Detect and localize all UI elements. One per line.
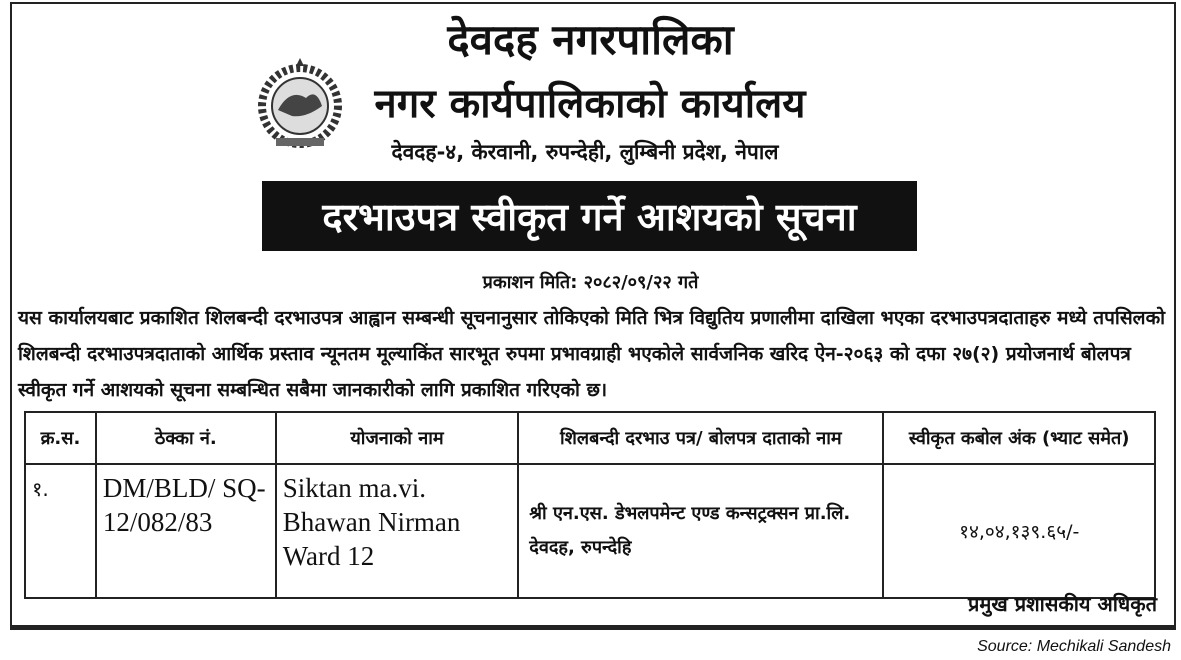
table-row	[25, 464, 1155, 598]
table-header-row	[25, 412, 1155, 464]
notice-title-banner	[262, 181, 917, 251]
cell-sn: १.	[25, 464, 96, 598]
signatory: प्रमुख प्रशासकीय अधिकृत	[968, 592, 1157, 616]
col-header-contract-no: ठेक्का नं.	[96, 412, 276, 464]
notice-body: यस कार्यालयबाट प्रकाशित शिलबन्दी दरभाउपत्र आह्वान सम्बन्धी सूचनानुसार तोकिएको मिति भित्र विद्युतिय प्रणालीमा दाखिला भएका दरभाउपत्रदाताहरु मध्ये तपसिलको शिलबन्दी दरभाउपत्रदाताको आर्थिक प्रस्ताव न्यूनतम मूल्याकिंत सारभूत रुपमा प्रभावग्राही भएकोले सार्वजनिक खरिद ऐन-२०६३ को दफा २७(२) प्रयोजनार्थ बोलपत्र स्वीकृत गर्ने आशयको सूचना सम्बन्धित सबैमा जानकारीको लागि प्रकाशित गरिएको छ।	[18, 307, 1166, 401]
col-header-project: योजनाको नाम	[276, 412, 519, 464]
award-table	[24, 411, 1156, 599]
cell-project: Siktan ma.vi. Bhawan Nirman Ward 12	[276, 464, 519, 598]
office-name: नगर कार्यपालिकाको कार्यालय	[374, 81, 806, 127]
cell-contract-no: DM/BLD/ SQ-12/082/83	[96, 464, 276, 598]
source-credit: Source: Mechikali Sandesh	[977, 638, 1171, 655]
municipality-name: देवदह नगरपालिका	[447, 15, 734, 64]
col-header-amount: स्वीकृत कबोल अंक (भ्याट समेत)	[883, 412, 1155, 464]
col-header-sn: क्र.स.	[25, 412, 96, 464]
col-header-bidder: शिलबन्दी दरभाउ पत्र/ बोलपत्र दाताको नाम	[518, 412, 883, 464]
cell-bidder: श्री एन.एस. डेभलपमेन्ट एण्ड कन्सट्रक्सन प्रा.लि. देवदह, रुपन्देहि	[518, 464, 883, 598]
notice-title: दरभाउपत्र स्वीकृत गर्ने आशयको सूचना	[322, 195, 857, 239]
publish-date: प्रकाशन मिति: २०८२/०९/२२ गते	[482, 272, 699, 293]
cell-amount: १४,०४,१३९.६५/-	[883, 464, 1155, 598]
office-address: देवदह-४, केरवानी, रुपन्देही, लुम्बिनी प्रदेश, नेपाल	[391, 140, 779, 164]
government-emblem-logo	[256, 58, 344, 150]
